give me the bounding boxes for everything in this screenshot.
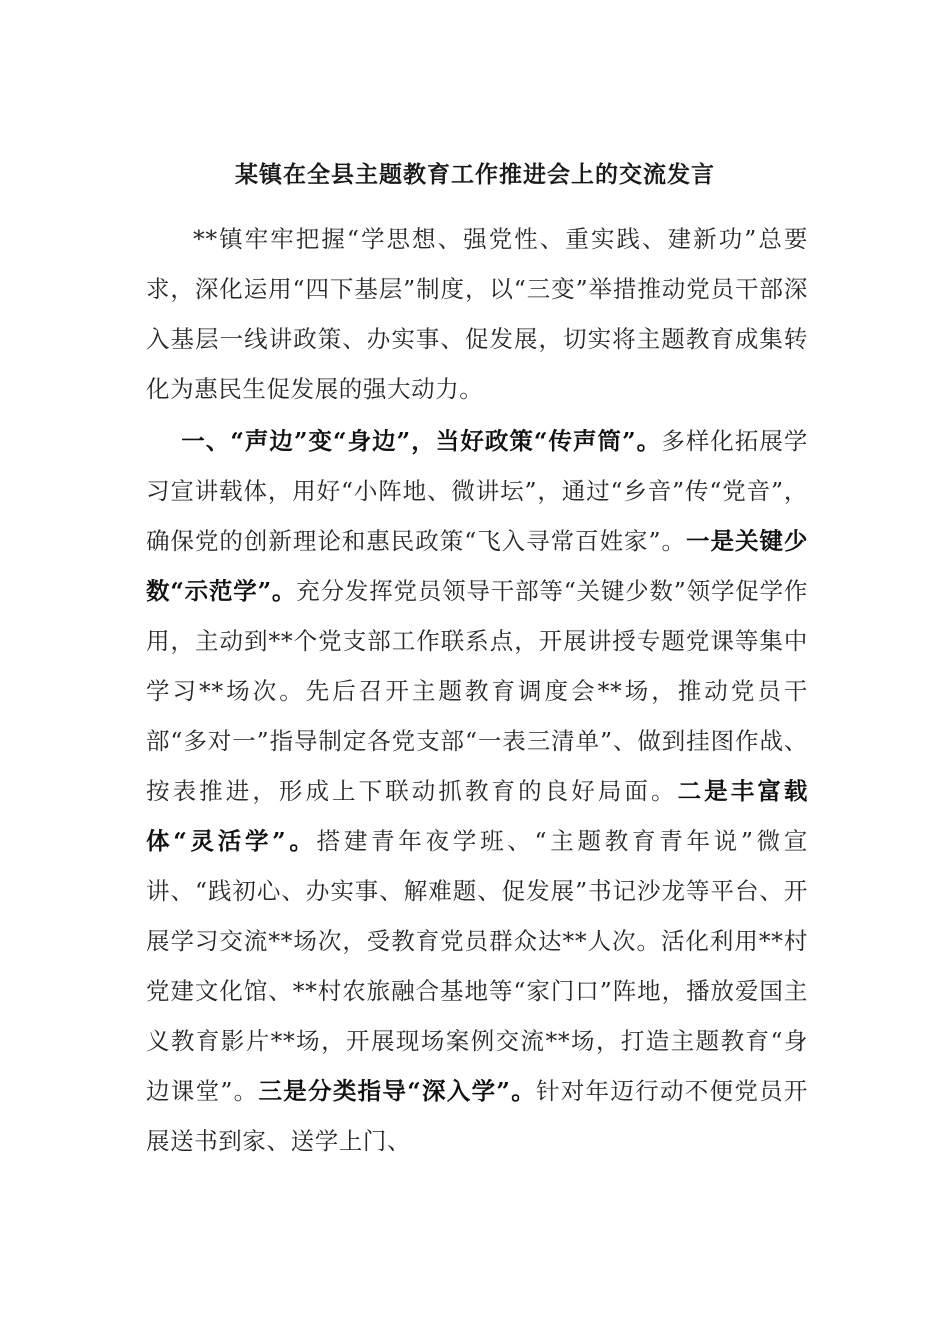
document-title: 某镇在全县主题教育工作推进会上的交流发言 [235, 161, 715, 188]
document-body [146, 214, 808, 1166]
item-1-text: 充分发挥党员领导干部等“关键少数”领学促学作用，主动到**个党支部工作联系点，开展讲授专题党课等集中学习**场次。先后召开主题教育调度会**场，推动党员干部“多对一”指导制定各党支部“一表三清单”、做到挂图作战、按表推进，形成上下联动抓教育的良好局面。 [146, 577, 809, 805]
section-1-text: 多样化拓展学习宣讲载体，用好“小阵地、微讲坛”，通过“乡音”传“党音”，确保党的创新理论和惠民政策“飞入寻常百姓家”。 [146, 427, 808, 555]
section-1-heading: 一、“声边”变“身边”，当好政策“传声筒”。 [181, 427, 662, 455]
item-1-heading: 一是关键少数“示范学”。 [146, 527, 809, 605]
item-2-text: 搭建青年夜学班、“主题教育青年说”微宣讲、“践初心、办实事、解难题、促发展”书记沙龙等平台、开展学习交流**场次，受教育党员群众达**人次。活化利用**村党建文化馆、**村农旅融合基地等“家门口”阵地，播放爱国主义教育影片**场，开展现场案例交流**场，打造主题教育“身边课堂”。 [146, 827, 808, 1105]
item-2-heading: 二是丰富载体“灵活学”。 [146, 777, 809, 855]
item-3-heading: 三是分类指导“深入学”。 [258, 1077, 536, 1105]
section-1-paragraph [146, 416, 808, 1166]
item-3-text: 针对年迈行动不便党员开展送书到家、送学上门、 [146, 1077, 809, 1155]
intro-paragraph: **镇牢牢把握“学思想、强党性、重实践、建新功”总要求，深化运用“四下基层”制度，以“三变”举措推动党员干部深入基层一线讲政策、办实事、促发展，切实将主题教育成集转化为惠民生促发展的强大动力。 [146, 225, 808, 403]
